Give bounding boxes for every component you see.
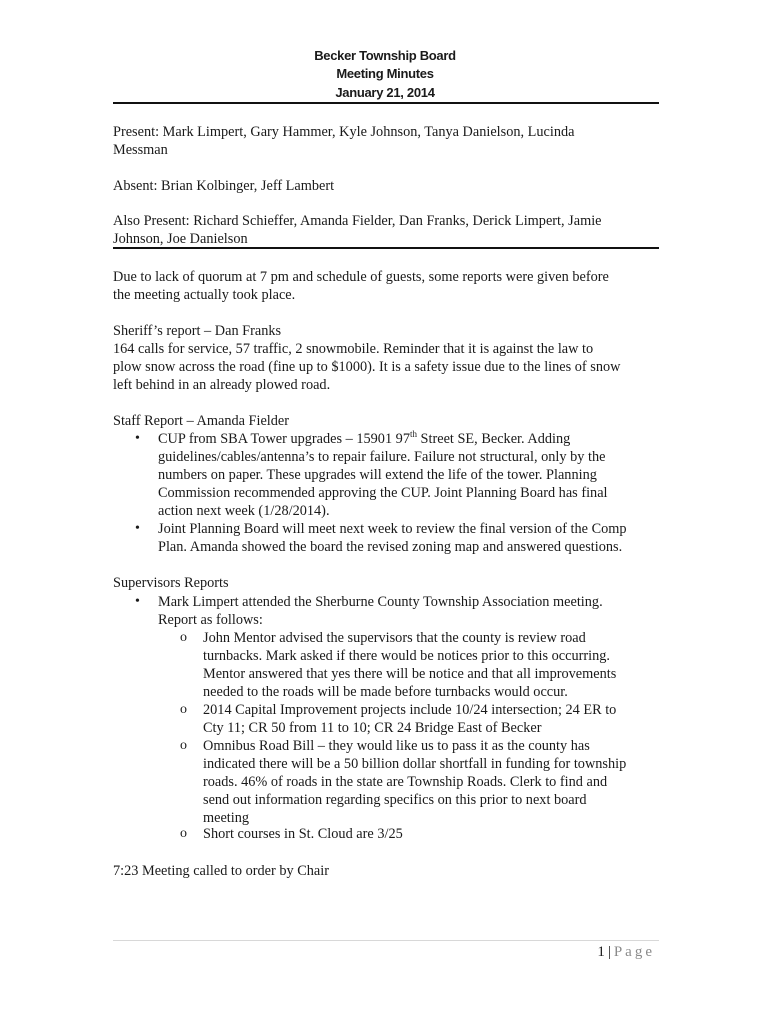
document-title: Becker Township Board — [314, 48, 456, 63]
absent-line: Absent: Brian Kolbinger, Jeff Lambert — [113, 178, 335, 194]
paragraph-line: Cty 11; CR 50 from 11 to 10; CR 24 Bridge East of Becker — [203, 720, 542, 736]
paragraph-line: Joint Planning Board will meet next week to review the final version of the Comp — [158, 521, 627, 537]
footer-separator: | — [607, 944, 611, 960]
page-number: 1 — [597, 944, 605, 960]
paragraph-line: numbers on paper. These upgrades will extend the life of the tower. Planning — [158, 467, 597, 483]
paragraph-line: Commission recommended approving the CUP. Joint Planning Board has final — [158, 485, 608, 501]
paragraph-line: action next week (1/28/2014). — [158, 503, 330, 519]
text-span: CUP from SBA Tower upgrades – 15901 97 — [158, 431, 410, 447]
paragraph-line: roads. 46% of roads in the state are Township Roads. Clerk to find and — [203, 774, 608, 790]
attendance-rule — [113, 247, 659, 249]
bullet-icon: • — [135, 431, 140, 446]
sub-list-item — [203, 629, 659, 701]
also-present-list — [113, 212, 661, 248]
paragraph-line: left behind in an already plowed road. — [113, 377, 331, 393]
list-item — [158, 430, 658, 520]
sub-bullet-icon: o — [180, 826, 187, 841]
paragraph-line: Omnibus Road Bill – they would like us to pass it as the county has — [203, 738, 590, 754]
text-span: Street SE, Becker. Adding — [416, 431, 571, 447]
intro-paragraph — [113, 268, 661, 304]
sub-list-item — [203, 701, 659, 737]
absent-list — [113, 177, 661, 195]
staff-report-heading — [113, 412, 661, 430]
sub-list-item — [203, 825, 659, 843]
paragraph-line: needed to the roads will be made before turnbacks would occur. — [203, 684, 568, 700]
also-present-line: Johnson, Joe Danielson — [113, 231, 248, 247]
paragraph-line: send out information regarding specifics on this prior to next board — [203, 792, 587, 808]
paragraph-line: Mentor answered that yes there will be notice and that all improvements — [203, 666, 617, 682]
footer-rule — [113, 940, 659, 941]
meeting-date: January 21, 2014 — [335, 85, 435, 100]
paragraph-line — [158, 430, 658, 448]
paragraph-line: indicated there will be a 50 billion dollar shortfall in funding for township — [203, 756, 627, 772]
paragraph-line: the meeting actually took place. — [113, 287, 296, 303]
also-present-line: Also Present: Richard Schieffer, Amanda Fielder, Dan Franks, Derick Limpert, Jamie — [113, 213, 602, 229]
paragraph-line: Report as follows: — [158, 612, 263, 628]
bullet-icon: • — [135, 521, 140, 536]
paragraph-line: John Mentor advised the supervisors that the county is review road — [203, 630, 586, 646]
present-line: Messman — [113, 142, 168, 158]
section-heading: Staff Report – Amanda Fielder — [113, 413, 290, 429]
page-footer — [597, 943, 655, 961]
paragraph-line: plow snow across the road (fine up to $1000). It is a safety issue due to the lines of snow — [113, 359, 621, 375]
section-heading: Sheriff’s report – Dan Franks — [113, 323, 282, 339]
page-label: Page — [613, 944, 655, 960]
sub-bullet-icon: o — [180, 738, 187, 753]
paragraph-line: 7:23 Meeting called to order by Chair — [113, 863, 329, 879]
paragraph-line: meeting — [203, 810, 250, 826]
call-to-order — [113, 862, 661, 880]
sub-bullet-icon: o — [180, 702, 187, 717]
list-item — [158, 593, 658, 629]
paragraph-line: Plan. Amanda showed the board the revised zoning map and answered questions. — [158, 539, 623, 555]
document-subtitle: Meeting Minutes — [336, 66, 434, 81]
present-list — [113, 123, 661, 159]
section-heading: Supervisors Reports — [113, 575, 229, 591]
paragraph-line: 2014 Capital Improvement projects include 10/24 intersection; 24 ER to — [203, 702, 617, 718]
paragraph-line: turnbacks. Mark asked if there would be notices prior to this occurring. — [203, 648, 610, 664]
superscript: th — [409, 429, 417, 440]
paragraph-line: 164 calls for service, 57 traffic, 2 snowmobile. Reminder that it is against the law to — [113, 341, 594, 357]
sub-list-item — [203, 737, 659, 827]
sheriff-report — [113, 322, 661, 394]
list-item — [158, 520, 658, 556]
sub-bullet-icon: o — [180, 630, 187, 645]
bullet-icon: • — [135, 594, 140, 609]
header-rule — [113, 102, 659, 104]
present-line: Present: Mark Limpert, Gary Hammer, Kyle Johnson, Tanya Danielson, Lucinda — [113, 124, 575, 140]
paragraph-line: Short courses in St. Cloud are 3/25 — [203, 826, 403, 842]
paragraph-line: guidelines/cables/antenna’s to repair failure. Failure not structural, only by the — [158, 449, 606, 465]
supervisors-heading — [113, 574, 661, 592]
paragraph-line: Mark Limpert attended the Sherburne County Township Association meeting. — [158, 594, 603, 610]
paragraph-line: Due to lack of quorum at 7 pm and schedule of guests, some reports were given before — [113, 269, 609, 285]
